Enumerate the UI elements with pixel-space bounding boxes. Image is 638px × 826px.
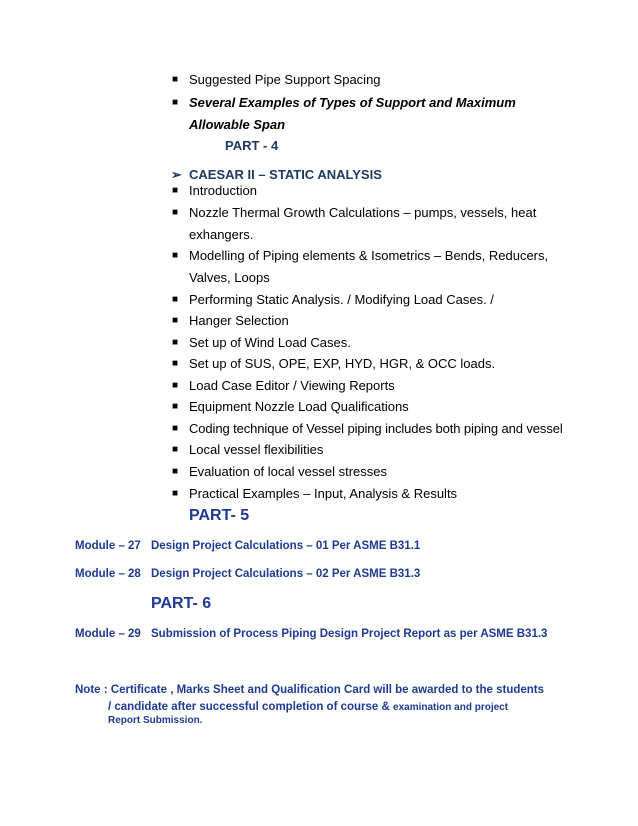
module-row bbox=[75, 626, 547, 642]
list-item: Set up of SUS, OPE, EXP, HYD, HGR, & OCC loads. bbox=[189, 356, 496, 371]
bullet-square-icon: ■ bbox=[172, 97, 179, 108]
module-row bbox=[75, 538, 420, 554]
list-item: Nozzle Thermal Growth Calculations – pumps, vessels, heat bbox=[189, 205, 537, 220]
bullet-square-icon: ■ bbox=[172, 423, 179, 434]
module-label: Module – 28 bbox=[75, 568, 141, 580]
list-item-continuation: Allowable Span bbox=[189, 117, 286, 132]
list-item: Suggested Pipe Support Spacing bbox=[189, 72, 381, 87]
bullet-square-icon: ■ bbox=[172, 207, 179, 218]
bullet-square-icon: ■ bbox=[172, 488, 179, 499]
note-text: examination and project bbox=[393, 702, 509, 713]
bullet-square-icon: ■ bbox=[172, 185, 179, 196]
bullet-square-icon: ■ bbox=[172, 294, 179, 305]
note-text: / candidate after successful completion of course & bbox=[108, 701, 394, 713]
bullet-square-icon: ■ bbox=[172, 358, 179, 369]
bullet-square-icon: ■ bbox=[172, 466, 179, 477]
list-item: Modelling of Piping elements & Isometrics – Bends, Reducers, bbox=[189, 248, 549, 263]
module-title: Design Project Calculations – 01 Per ASME B31.1 bbox=[151, 540, 421, 552]
module-title: Design Project Calculations – 02 Per ASME B31.3 bbox=[151, 568, 421, 580]
list-item: Local vessel flexibilities bbox=[189, 442, 324, 457]
list-item: Set up of Wind Load Cases. bbox=[189, 335, 351, 350]
list-item: Practical Examples – Input, Analysis & Results bbox=[189, 486, 458, 501]
list-item: Load Case Editor / Viewing Reports bbox=[189, 378, 395, 393]
list-item: Performing Static Analysis. / Modifying Load Cases. / bbox=[189, 292, 494, 307]
list-item: Evaluation of local vessel stresses bbox=[189, 464, 387, 479]
list-item: Several Examples of Types of Support and Maximum bbox=[189, 95, 516, 110]
bullet-square-icon: ■ bbox=[172, 74, 179, 85]
module-row bbox=[75, 566, 420, 582]
list-item: Equipment Nozzle Load Qualifications bbox=[189, 399, 409, 414]
note-line-3: Report Submission. bbox=[108, 715, 203, 726]
list-item-continuation: exhangers. bbox=[189, 227, 254, 242]
arrow-bullet-icon: ➢ bbox=[171, 167, 182, 182]
list-item: Hanger Selection bbox=[189, 313, 289, 328]
bullet-square-icon: ■ bbox=[172, 401, 179, 412]
part-5-heading: PART- 5 bbox=[189, 507, 250, 524]
bullet-square-icon: ■ bbox=[172, 250, 179, 261]
note-line-1: Note : Certificate , Marks Sheet and Qualification Card will be awarded to the students bbox=[75, 684, 545, 696]
list-item: Coding technique of Vessel piping includes both piping and vessel bbox=[189, 421, 563, 436]
list-item-continuation: Valves, Loops bbox=[189, 270, 270, 285]
part-4-heading: PART - 4 bbox=[225, 138, 279, 153]
bullet-square-icon: ■ bbox=[172, 380, 179, 391]
module-label: Module – 27 bbox=[75, 540, 141, 552]
module-label: Module – 29 bbox=[75, 628, 141, 640]
caesar-heading: CAESAR II – STATIC ANALYSIS bbox=[189, 167, 382, 182]
bullet-square-icon: ■ bbox=[172, 337, 179, 348]
module-title: Submission of Process Piping Design Project Report as per ASME B31.3 bbox=[151, 628, 548, 640]
bullet-square-icon: ■ bbox=[172, 315, 179, 326]
part-6-heading: PART- 6 bbox=[151, 595, 212, 612]
bullet-square-icon: ■ bbox=[172, 444, 179, 455]
list-item: Introduction bbox=[189, 183, 257, 198]
